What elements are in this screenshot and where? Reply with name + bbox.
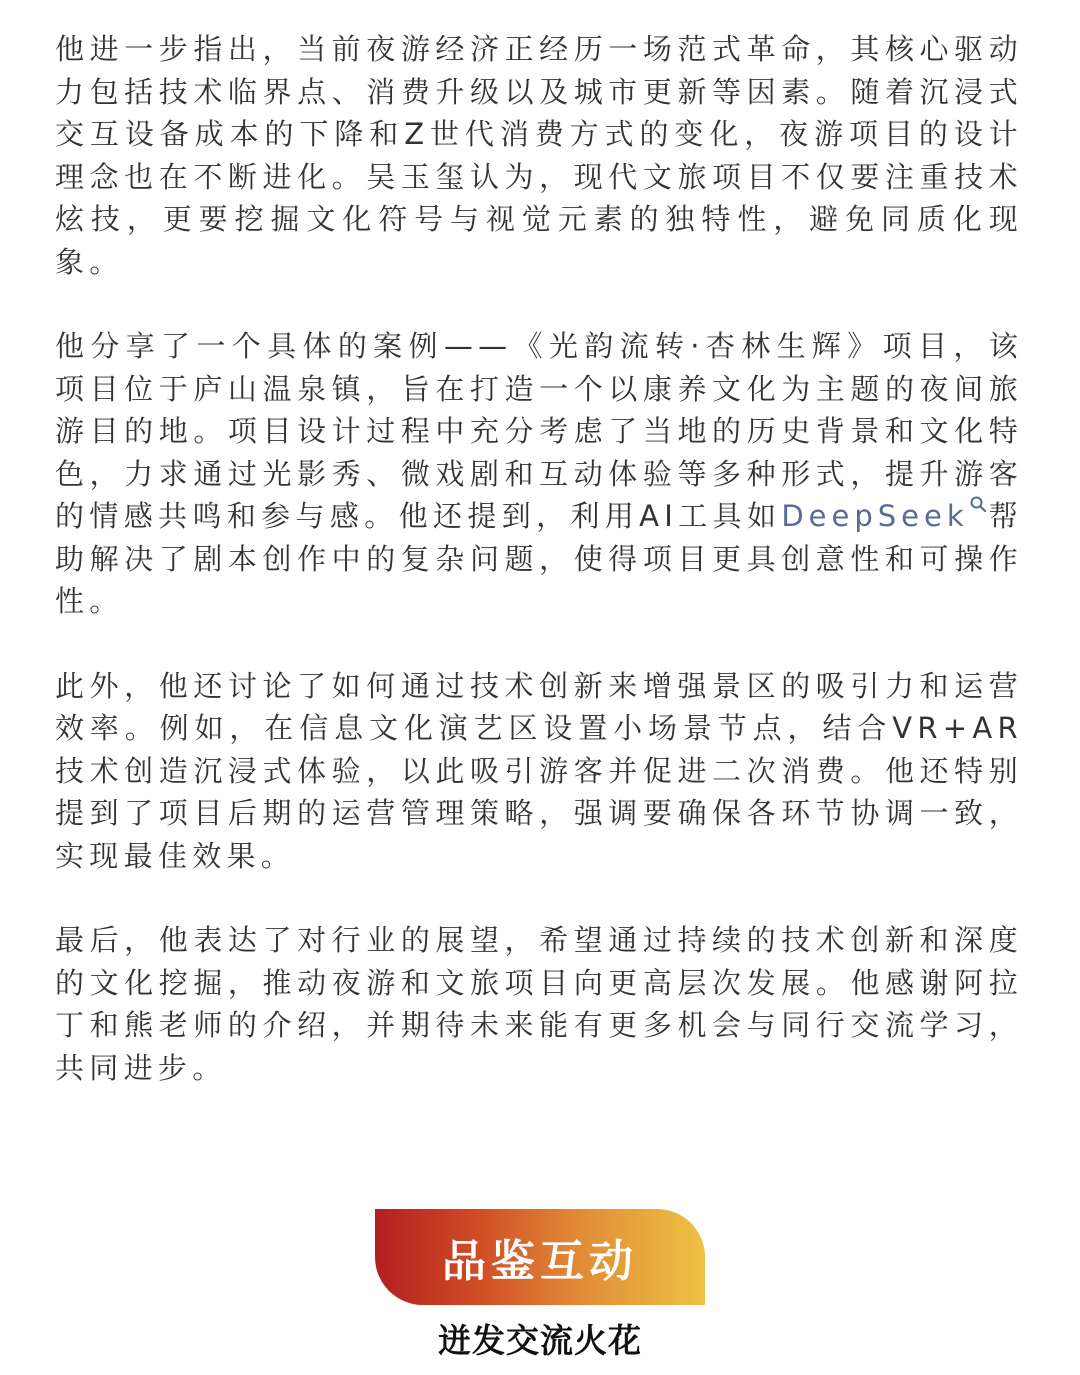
paragraph-3: 此外，他还讨论了如何通过技术创新来增强景区的吸引力和运营效率。例如，在信息文化演艺区设置小场景节点，结合VR+AR技术创造沉浸式体验，以此吸引游客并促进二次消费。他还特别提到了项目后期的运营管理策略，强调要确保各环节协调一致，实现最佳效果。	[55, 668, 1023, 873]
section-subtitle: 迸发交流火花	[438, 1321, 642, 1360]
paragraph-4: 最后，他表达了对行业的展望，希望通过持续的技术创新和深度的文化挖掘，推动夜游和文旅项目向更高层次发展。他感谢阿拉丁和熊老师的介绍，并期待未来能有更多机会与同行交流学习，共同进步。	[55, 923, 1023, 1085]
paragraph-1: 他进一步指出，当前夜游经济正经历一场范式革命，其核心驱动力包括技术临界点、消费升级以及城市更新等因素。随着沉浸式交互设备成本的下降和Z世代消费方式的变化，夜游项目的设计理念也在不断进化。吴玉玺认为，现代文旅项目不仅要注重技术炫技，更要挖掘文化符号与视觉元素的独特性，避免同质化现象。	[55, 32, 1023, 279]
section-title: 品鉴互动	[442, 1236, 638, 1287]
paragraph-2-text-after: 帮助解决了剧本创作中的复杂问题，使得项目更具创意性和可操作性。	[55, 499, 1023, 618]
section-title-banner	[375, 1209, 705, 1305]
paragraph-2	[55, 325, 1023, 623]
section-header	[375, 1209, 705, 1362]
paragraph-2-text-before: 他分享了一个具体的案例——《光韵流转·杏林生辉》项目，该项目位于庐山温泉镇，旨在打造一个以康养文化为主题的夜间旅游目的地。项目设计过程中充分考虑了当地的历史背景和文化特色，力求通过光影秀、微戏剧和互动体验等多种形式，提升游客的情感共鸣和参与感。他还提到，利用AI工具如	[55, 329, 1023, 533]
search-icon[interactable]	[969, 495, 987, 519]
article-body	[55, 28, 1023, 1131]
keyword-link-deepseek[interactable]: DeepSeek	[781, 499, 969, 533]
